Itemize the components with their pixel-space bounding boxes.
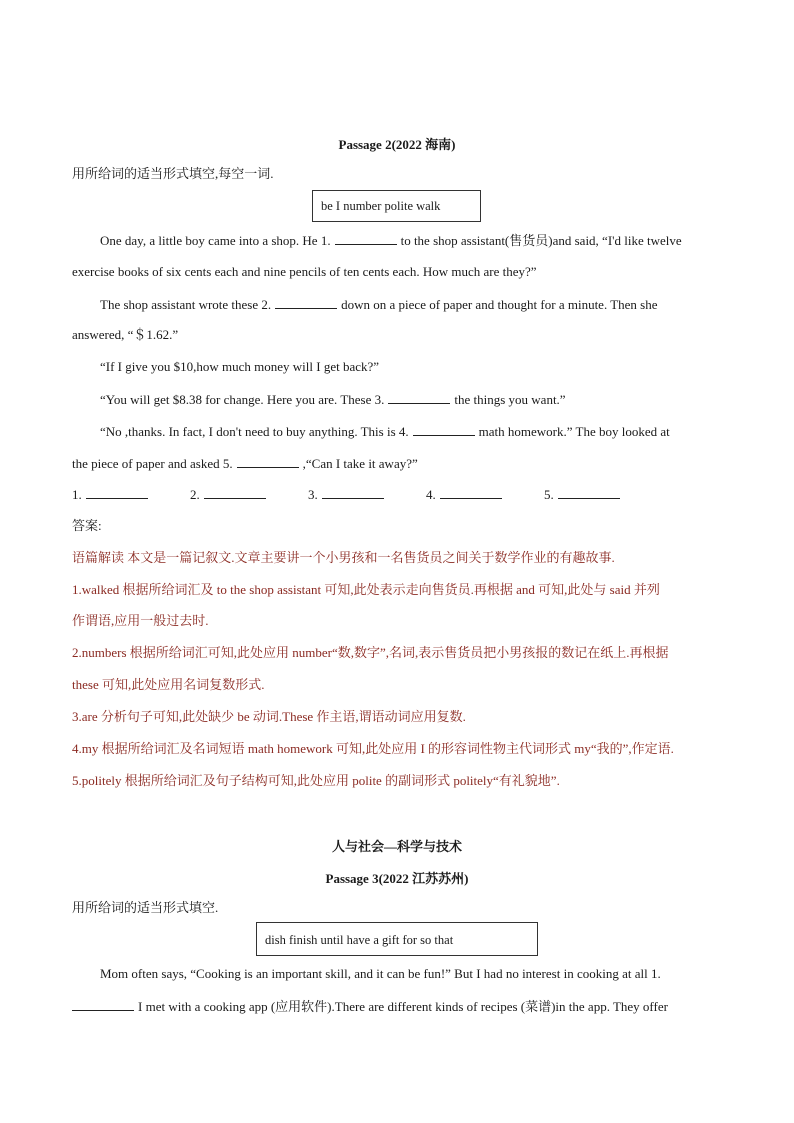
passage-3-title: Passage 3(2022 江苏苏州)	[325, 871, 469, 886]
passage-2-paragraph-4	[100, 391, 724, 408]
text-segment: I met with a cooking app (应用软件).There are different kinds of recipes (菜谱)in the app. They offer	[138, 999, 668, 1014]
blank-5	[237, 455, 299, 468]
text-segment: The shop assistant wrote these 2.	[100, 297, 272, 312]
answer-label: 1.	[72, 487, 82, 502]
answer-blank	[558, 486, 620, 499]
answer-slot-4	[426, 486, 544, 503]
answer-1-line-1: 1.walked 根据所给词汇及 to the shop assistant 可知,此处表示走向售货员.再根据 and 可知,此处与 said 并列	[72, 582, 660, 597]
passage-2-paragraph-1-line-2: exercise books of six cents each and nine pencils of ten cents each. How much are they?”	[72, 264, 537, 279]
passage-2-title: Passage 2(2022 海南)	[338, 137, 456, 152]
answer-blank	[440, 486, 502, 499]
answer-label: 5.	[544, 487, 554, 502]
text-segment: down on a piece of paper and thought for a minute. Then she	[341, 297, 658, 312]
answer-5: 5.politely 根据所给词汇及句子结构可知,此处应用 polite 的副词形式 politely“有礼貌地”.	[72, 773, 560, 788]
text-segment: One day, a little boy came into a shop. He 1.	[100, 233, 331, 248]
text-segment: math homework.” The boy looked at	[478, 424, 670, 439]
passage-analysis: 语篇解读 本文是一篇记叙文.文章主要讲一个小男孩和一名售货员之间关于数学作业的有趣故事.	[72, 550, 615, 565]
passage-2-paragraph-2-line-1	[100, 296, 724, 313]
answer-blank	[322, 486, 384, 499]
text-segment: ,“Can I take it away?”	[302, 456, 418, 471]
passage-3-paragraph-1-line-1: Mom often says, “Cooking is an important skill, and it can be fun!” But I had no interest in cooking at all 1.	[100, 966, 661, 981]
answer-label: 3.	[308, 487, 318, 502]
answer-blanks-row	[72, 486, 692, 503]
text-segment: “You will get $8.38 for change. Here you are. These 3.	[100, 392, 385, 407]
text-segment: “No ,thanks. In fact, I don't need to buy anything. This is 4.	[100, 424, 409, 439]
blank-4	[413, 423, 475, 436]
answer-blank	[204, 486, 266, 499]
passage-2-paragraph-1-line-1	[100, 232, 724, 249]
answer-1-line-2: 作谓语,应用一般过去时.	[72, 613, 209, 628]
blank-1	[335, 232, 397, 245]
answer-label: 4.	[426, 487, 436, 502]
answer-slot-3	[308, 486, 426, 503]
answer-label: 2.	[190, 487, 200, 502]
text-segment: to the shop assistant(售货员)and said, “I'd like twelve	[400, 233, 682, 248]
text-segment: the things you want.”	[454, 392, 566, 407]
blank-p3-1	[72, 998, 134, 1011]
section-heading: 人与社会—科学与技术	[331, 839, 462, 854]
answer-slot-2	[190, 486, 308, 503]
passage-2-paragraph-5-line-2	[72, 455, 724, 472]
passage-3-word-box: dish finish until have a gift for so that	[256, 922, 538, 956]
answer-2-line-1: 2.numbers 根据所给词汇可知,此处应用 number“数,数字”,名词,表示售货员把小男孩报的数记在纸上.再根据	[72, 645, 669, 660]
passage-2-paragraph-2-line-2: answered, “＄1.62.”	[72, 327, 179, 342]
passage-2-paragraph-5-line-1	[100, 423, 724, 440]
answer-3: 3.are 分析句子可知,此处缺少 be 动词.These 作主语,谓语动词应用复数.	[72, 709, 466, 724]
passage-3-paragraph-1-line-2	[72, 998, 724, 1015]
text-segment: the piece of paper and asked 5.	[72, 456, 233, 471]
answer-2-line-2: these 可知,此处应用名词复数形式.	[72, 677, 265, 692]
answer-blank	[86, 486, 148, 499]
blank-3	[388, 391, 450, 404]
blank-2	[275, 296, 337, 309]
passage-3-instruction: 用所给词的适当形式填空.	[72, 900, 219, 915]
answer-slot-1	[72, 486, 190, 503]
passage-2-instruction: 用所给词的适当形式填空,每空一词.	[72, 166, 274, 181]
answer-4: 4.my 根据所给词汇及名词短语 math homework 可知,此处应用 I 的形容词性物主代词形式 my“我的”,作定语.	[72, 741, 674, 756]
answer-slot-5	[544, 486, 662, 503]
passage-2-word-box: be I number polite walk	[312, 190, 481, 222]
answer-heading: 答案:	[72, 518, 102, 533]
passage-2-paragraph-3: “If I give you $10,how much money will I get back?”	[100, 359, 380, 374]
